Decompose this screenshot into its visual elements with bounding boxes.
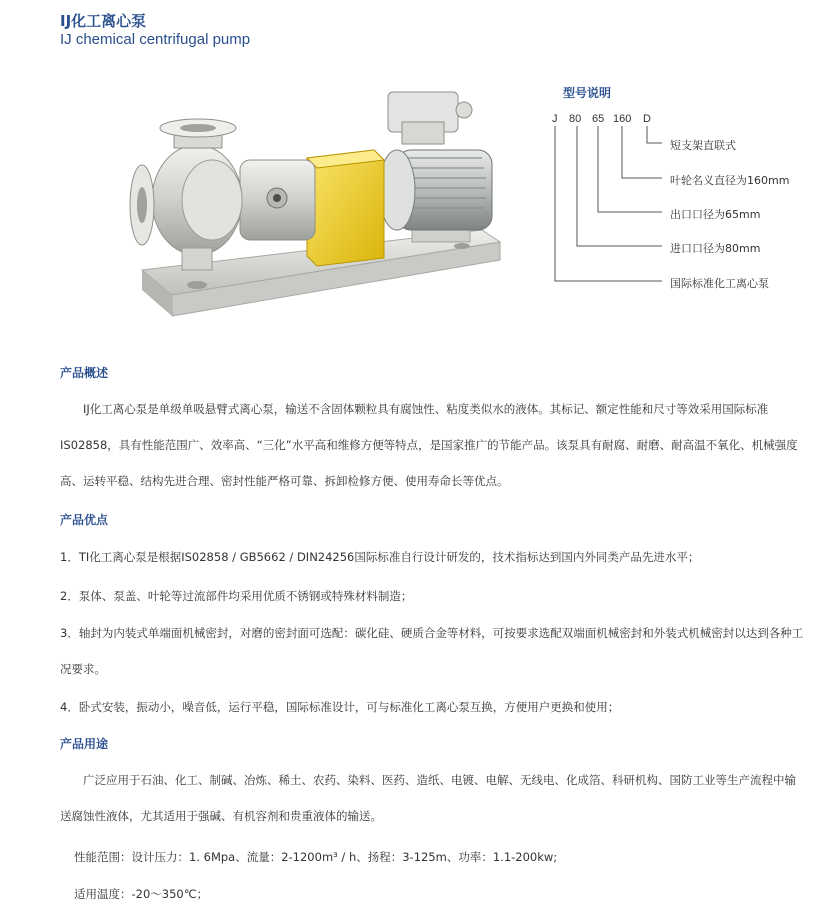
overview-text: IJ化工离心泵是单级单吸悬臂式离心泵，输送不含固体颗粒具有腐蚀性、粘度类似水的液体。其标记、额定性能和尺寸等效采用国际标准IS02858，具有性能范围广、效率高、“三化”水平高和维修方便等特点，是国家推广的节能产品。该泵具有耐腐、耐磨、耐高温不氧化、机械强度高、运转平稳、结构先进合理、密封性能严格可靠、拆卸检修方便、使用寿命长等优点。 bbox=[60, 402, 798, 488]
model-code-outlet: 65 bbox=[592, 113, 605, 125]
model-legend-1: 短支架直联式 bbox=[670, 139, 736, 152]
usage-performance: 性能范围：设计压力：1. 6Mpa、流量：2-1200m³ / h、扬程：3-125m、功率：1.1-200kw; bbox=[74, 850, 558, 864]
model-legend-5: 国际标准化工离心泵 bbox=[670, 277, 769, 290]
advantages-heading: 产品优点 bbox=[60, 513, 109, 527]
model-code-inlet: 80 bbox=[569, 113, 582, 125]
overview-heading: 产品概述 bbox=[60, 366, 109, 380]
model-legend-3: 出口口径为65mm bbox=[670, 208, 761, 221]
advantage-item-3: 3．轴封为内装式单端面机械密封，对磨的密封面可选配：碳化硅、硬质合金等材料，可按要求选配双端面机械密封和外装式机械密封以达到各种工况要求。 bbox=[60, 626, 804, 676]
model-title: 型号说明 bbox=[563, 86, 612, 100]
model-code-series: J bbox=[552, 113, 558, 125]
page-subtitle: IJ chemical centrifugal pump bbox=[60, 31, 251, 48]
advantage-item-4: 4．卧式安装，振动小，噪音低，运行平稳，国际标准设计，可与标准化工离心泵互换，方便用户更换和使用； bbox=[60, 700, 620, 714]
page-title: IJ化工离心泵 bbox=[60, 12, 147, 30]
model-legend-2: 叶轮名义直径为160mm bbox=[670, 174, 790, 187]
model-code-type: D bbox=[643, 113, 651, 125]
advantage-item-2: 2．泵体、泵盖、叶轮等过流部件均采用优质不锈钢或特殊材料制造； bbox=[60, 589, 413, 603]
usage-text: 广泛应用于石油、化工、制碱、冶炼、稀土、农药、染料、医药、造纸、电镀、电解、无线电、化成箔、科研机构、国防工业等生产流程中输送腐蚀性液体，尤其适用于强碱、有机容剂和贵重液体的输送。 bbox=[60, 773, 796, 823]
model-legend-4: 进口口径为80mm bbox=[670, 242, 761, 255]
pump-image bbox=[112, 80, 512, 330]
usage-temperature: 适用温度：-20～350℃； bbox=[74, 887, 209, 901]
model-code-impeller: 160 bbox=[613, 113, 632, 125]
advantage-item-1: 1．TI化工离心泵是根据IS02858 / GB5662 / DIN24256国际标准自行设计研发的，技术指标达到国内外同类产品先进水平； bbox=[60, 550, 700, 564]
usage-heading: 产品用途 bbox=[60, 737, 109, 751]
